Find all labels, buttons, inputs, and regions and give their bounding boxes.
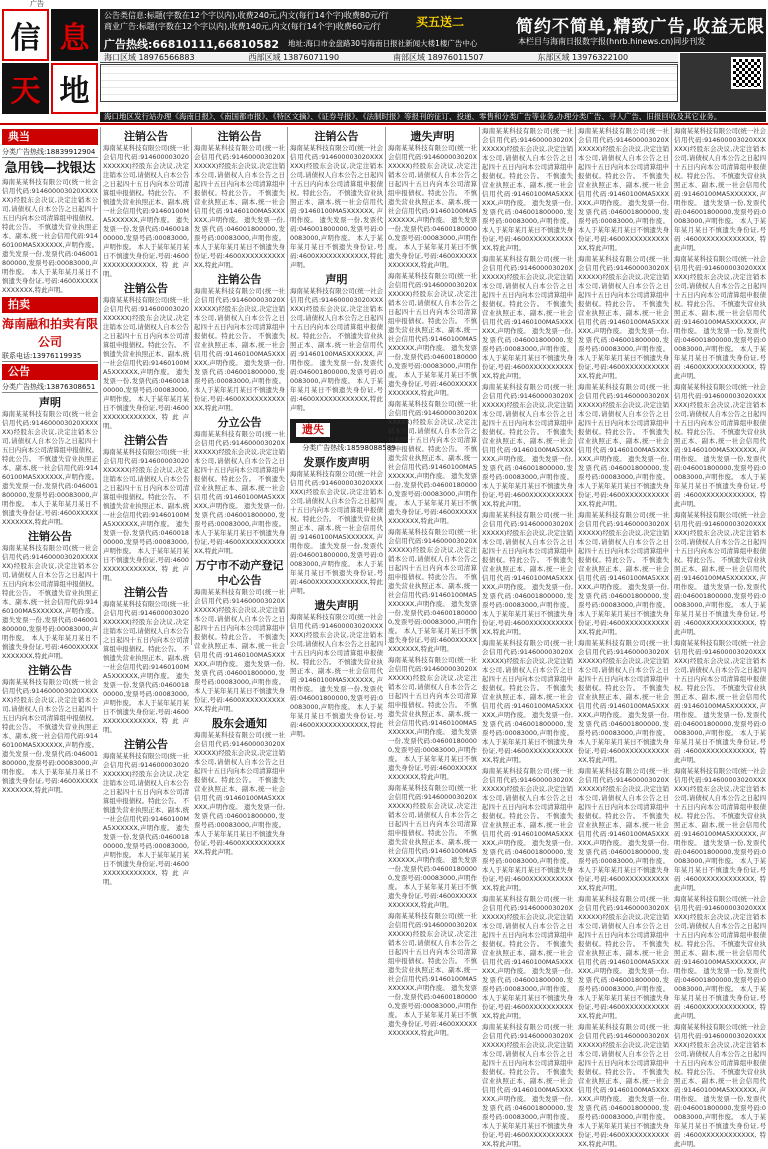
body-paragraph: 海南某某科技有限公司(统一社会信用代码:914600003020XXXXXX)经股东会决议,决定注销本公司,请债权人自本公告之日起四十五日内向本公司清算组申报债权。特此公告。 不慎遗失营业执照正本、副本,统一社会信用代码:91460100MA5XXXXXX,声明作废。 遗失发票一份,发票代码:046001800000,发票号码:00083000,声明作废。 本人于某年某月某日不慎遗失身份证,号码:4600XXXXXXXXXXXX,特此声明。 (578, 127, 669, 252)
notice-body (2, 410, 98, 527)
region-haikou: 海口区域 18976566883 (104, 53, 195, 62)
body-paragraph: 海南某某科技有限公司(统一社会信用代码:914600003020XXXXXX)经股东会决议,决定注销本公司,请债权人自本公告之日起四十五日内向本公司清算组申报债权。特此公告。 不慎遗失营业执照正本、副本,统一社会信用代码:91460100MA5XXXXXX,声明作废。 遗失发票一份,发票代码:046001800000,发票号码:00083000,声明作废。 本人于某年某月某日不慎遗失身份证,号码:4600XXXXXXXXXXXX,特此声明。 (482, 255, 573, 380)
ad-address: 地址:海口市金盘路30号海南日报社新闻大楼1楼广告中心 (288, 39, 478, 48)
notice-body (103, 296, 189, 431)
masthead (2, 9, 98, 114)
region-contacts (100, 53, 678, 63)
slogan: 简约不简单,精致广告,收益无限 (516, 17, 765, 37)
body-paragraph: 海南某某科技有限公司(统一社会信用代码:914600003020XXXXXX)经股东会决议,决定注销本公司,请债权人自本公告之日起四十五日内向本公司清算组申报债权。特此公告。 不慎遗失营业执照正本、副本,统一社会信用代码:91460100MA5XXXXXX,声明作废。 遗失发票一份,发票代码:046001800000,发票号码:00083000,声明作废。 本人于某年某月某日不慎遗失身份证,号码:4600XXXXXXXXXXXX,特此声明。 (388, 528, 477, 653)
section-phone: 分类广告热线:13876308651 (2, 382, 98, 393)
body-paragraph: 海南某某科技有限公司(统一社会信用代码:914600003020XXXXXX)经股东会决议,决定注销本公司,请债权人自本公告之日起四十五日内向本公司清算组申报债权。特此公告。 不慎遗失营业执照正本、副本,统一社会信用代码:91460100MA5XXXXXX,声明作废。 遗失发票一份,发票代码:046001800000,发票号码:00083000,声明作废。 本人于某年某月某日不慎遗失身份证,号码:4600XXXXXXXXXXXX,特此声明。 (388, 272, 477, 397)
notice-body (290, 287, 383, 413)
auction-company: 海南融和拍卖有限公司 (2, 317, 99, 349)
notice-title: 声明 (325, 273, 348, 286)
pricing-bar (100, 9, 766, 52)
body-paragraph: 海南某某科技有限公司(统一社会信用代码:914600003020XXXXXX)经股东会决议,决定注销本公司,请债权人自本公告之日起四十五日内向本公司清算组申报债权。特此公告。 不慎遗失营业执照正本、副本,统一社会信用代码:91460100MA5XXXXXX,声明作废。 遗失发票一份,发票代码:046001800000,发票号码:00083000,声明作废。 本人于某年某月某日不慎遗失身份证,号码:4600XXXXXXXXXXXX,特此声明。 (578, 895, 669, 1020)
body-paragraph: 海南某某科技有限公司(统一社会信用代码:914600003020XXXXXX)经股东会决议,决定注销本公司,请债权人自本公告之日起四十五日内向本公司清算组申报债权。特此公告。 不慎遗失营业执照正本、副本,统一社会信用代码:91460100MA5XXXXXX,声明作废。 遗失发票一份,发票代码:046001800000,发票号码:00083000,声明作废。 本人于某年某月某日不慎遗失身份证,号码:4600XXXXXXXXXXXX,特此声明。 (388, 912, 477, 1037)
notice-body (388, 144, 477, 1038)
notice-body (194, 430, 285, 556)
body-paragraph: 海南某某科技有限公司(统一社会信用代码:914600003020XXXXXX)经股东会决议,决定注销本公司,请债权人自本公告之日起四十五日内向本公司清算组申报债权。特此公告。 不慎遗失营业执照正本、副本,统一社会信用代码:91460100MA5XXXXXX,声明作废。 遗失发票一份,发票代码:046001800000,发票号码:00083000,声明作废。 本人于某年某月某日不慎遗失身份证,号码:4600XXXXXXXXXXXX,特此声明。 (388, 784, 477, 909)
body-paragraph: 海南某某科技有限公司(统一社会信用代码:914600003020XXXXXX)经股东会决议,决定注销本公司,请债权人自本公告之日起四十五日内向本公司清算组申报债权。特此公告。 不慎遗失营业执照正本、副本,统一社会信用代码:91460100MA5XXXXXX,声明作废。 遗失发票一份,发票代码:046001800000,发票号码:00083000,声明作废。 本人于某年某月某日不慎遗失身份证,号码:4600XXXXXXXXXXXX,特此声明。 (388, 656, 477, 781)
body-paragraph: 海南某某科技有限公司(统一社会信用代码:914600003020XXXXXX)经股东会决议,决定注销本公司,请债权人自本公告之日起四十五日内向本公司清算组申报债权。特此公告。 不慎遗失营业执照正本、副本,统一社会信用代码:91460100MA5XXXXXX,声明作废。 遗失发票一份,发票代码:046001800000,发票号码:00083000,声明作废。 本人于某年某月某日不慎遗失身份证,号码:4600XXXXXXXXXXXX,特此声明。 (2, 678, 98, 794)
notice-title: 股东会通知 (212, 717, 267, 730)
notice-title: 注销公告 (314, 130, 359, 143)
qr-panel (680, 53, 766, 111)
section-phone: 联系电话:13976119935 (2, 351, 98, 362)
body-paragraph: 海南某某科技有限公司(统一社会信用代码:914600003020XXXXXX)经股东会决议,决定注销本公司,请债权人自本公告之日起四十五日内向本公司清算组申报债权。特此公告。 不慎遗失营业执照正本、副本,统一社会信用代码:91460100MA5XXXXXX,声明作废。 遗失发票一份,发票代码:046001800000,发票号码:00083000,声明作废。 本人于某年某月某日不慎遗失身份证,号码:4600XXXXXXXXXXXX,特此声明。 (674, 639, 766, 764)
notice-title: 注销公告 (124, 586, 168, 599)
body-paragraph: 海南某某科技有限公司(统一社会信用代码:914600003020XXXXXX)经股东会决议,决定注销本公司,请债权人自本公告之日起四十五日内向本公司清算组申报债权。特此公告。 不慎遗失营业执照正本、副本,统一社会信用代码:91460100MA5XXXXXX,声明作废。 遗失发票一份,发票代码:046001800000,发票号码:00083000,声明作废。 本人于某年某月某日不慎遗失身份证,号码:4600XXXXXXXXXXXX,特此声明。 (482, 127, 573, 252)
notice-title: 万宁市不动产登记中心公告 (195, 559, 284, 587)
section-label: 广告 (30, 0, 44, 8)
qr-code-icon (731, 57, 763, 89)
body-paragraph: 海南某某科技有限公司(统一社会信用代码:914600003020XXXXXX)经股东会决议,决定注销本公司,请债权人自本公告之日起四十五日内向本公司清算组申报债权。特此公告。 不慎遗失营业执照正本、副本,统一社会信用代码:91460100MA5XXXXXX,声明作废。 遗失发票一份,发票代码:046001800000,发票号码:00083000,声明作废。 本人于某年某月某日不慎遗失身份证,号码:4600XXXXXXXXXXXX,特此声明。 (103, 296, 189, 430)
section-head-pawn: 典当 (2, 129, 98, 145)
body-paragraph: 海南某某科技有限公司(统一社会信用代码:914600003020XXXXXX)经股东会决议,决定注销本公司,请债权人自本公告之日起四十五日内向本公司清算组申报债权。特此公告。 不慎遗失营业执照正本、副本,统一社会信用代码:91460100MA5XXXXXX,声明作废。 遗失发票一份,发票代码:046001800000,发票号码:00083000,声明作废。 本人于某年某月某日不慎遗失身份证,号码:4600XXXXXXXXXXXX,特此声明。 (482, 511, 573, 636)
notice-title: 注销公告 (28, 530, 72, 543)
body-paragraph: 海南某某科技有限公司(统一社会信用代码:914600003020XXXXXX)经股东会决议,决定注销本公司,请债权人自本公告之日起四十五日内向本公司清算组申报债权。特此公告。 不慎遗失营业执照正本、副本,统一社会信用代码:91460100MA5XXXXXX,声明作废。 遗失发票一份,发票代码:046001800000,发票号码:00083000,声明作废。 本人于某年某月某日不慎遗失身份证,号码:4600XXXXXXXXXXXX,特此声明。 (194, 287, 285, 412)
body-paragraph: 海南某某科技有限公司(统一社会信用代码:914600003020XXXXXX)经股东会决议,决定注销本公司,请债权人自本公告之日起四十五日内向本公司清算组申报债权。特此公告。 不慎遗失营业执照正本、副本,统一社会信用代码:91460100MA5XXXXXX,声明作废。 遗失发票一份,发票代码:046001800000,发票号码:00083000,声明作废。 本人于某年某月某日不慎遗失身份证,号码:4600XXXXXXXXXXXX,特此声明。 (482, 767, 573, 892)
column-3 (192, 127, 288, 856)
body-paragraph: 海南某某科技有限公司(统一社会信用代码:914600003020XXXXXX)经股东会决议,决定注销本公司,请债权人自本公告之日起四十五日内向本公司清算组申报债权。特此公告。 不慎遗失营业执照正本、副本,统一社会信用代码:91460100MA5XXXXXX,声明作废。 遗失发票一份,发票代码:046001800000,发票号码:00083000,声明作废。 本人于某年某月某日不慎遗失身份证,号码:4600XXXXXXXXXXXX,特此声明。 (290, 470, 383, 595)
notice-title: 分立公告 (217, 416, 262, 429)
body-paragraph: 海南某某科技有限公司(统一社会信用代码:914600003020XXXXXX)经股东会决议,决定注销本公司,请债权人自本公告之日起四十五日内向本公司清算组申报债权。特此公告。 不慎遗失营业执照正本、副本,统一社会信用代码:91460100MA5XXXXXX,声明作废。 遗失发票一份,发票代码:046001800000,发票号码:00083000,声明作废。 本人于某年某月某日不慎遗失身份证,号码:4600XXXXXXXXXXXX,特此声明。 (388, 400, 477, 525)
column-5 (386, 127, 480, 1037)
notice-title: 注销公告 (124, 282, 168, 295)
body-paragraph: 海南某某科技有限公司(统一社会信用代码:914600003020XXXXXX)经股东会决议,决定注销本公司,请债权人自本公告之日起四十五日内向本公司清算组申报债权。特此公告。 不慎遗失营业执照正本、副本,统一社会信用代码:91460100MA5XXXXXX,声明作废。 遗失发票一份,发票代码:046001800000,发票号码:00083000,声明作废。 本人于某年某月某日不慎遗失身份证,号码:4600XXXXXXXXXXXX,特此声明。 (388, 144, 477, 269)
notice-body (103, 600, 189, 735)
classified-columns (0, 127, 768, 1148)
body-paragraph: 海南某某科技有限公司(统一社会信用代码:914600003020XXXXXX)经股东会决议,决定注销本公司,请债权人自本公告之日起四十五日内向本公司清算组申报债权。特此公告。 不慎遗失营业执照正本、副本,统一社会信用代码:91460100MA5XXXXXX,声明作废。 遗失发票一份,发票代码:046001800000,发票号码:00083000,声明作废。 本人于某年某月某日不慎遗失身份证,号码:4600XXXXXXXXXXXX,特此声明。 (290, 287, 383, 412)
notice-title: 注销公告 (217, 273, 262, 286)
column-4 (288, 127, 396, 738)
notice-title: 遗失声明 (314, 599, 359, 612)
station-directory (100, 64, 678, 102)
notice-body (103, 448, 189, 583)
body-paragraph: 海南某某科技有限公司(统一社会信用代码:914600003020XXXXXX)经股东会决议,决定注销本公司,请债权人自本公告之日起四十五日内向本公司清算组申报债权。特此公告。 不慎遗失营业执照正本、副本,统一社会信用代码:91460100MA5XXXXXX,声明作废。 遗失发票一份,发票代码:046001800000,发票号码:00083000,声明作废。 本人于某年某月某日不慎遗失身份证,号码:4600XXXXXXXXXXXX,特此声明。 (103, 144, 189, 278)
body-paragraph: 海南某某科技有限公司(统一社会信用代码:914600003020XXXXXX)经股东会决议,决定注销本公司,请债权人自本公告之日起四十五日内向本公司清算组申报债权。特此公告。 不慎遗失营业执照正本、副本,统一社会信用代码:91460100MA5XXXXXX,声明作废。 遗失发票一份,发票代码:046001800000,发票号码:00083000,声明作废。 本人于某年某月某日不慎遗失身份证,号码:4600XXXXXXXXXXXX,特此声明。 (674, 895, 766, 1020)
section-phone: 分类广告热线:18839912904 (2, 147, 98, 158)
body-paragraph: 海南某某科技有限公司(统一社会信用代码:914600003020XXXXXX)经股东会决议,决定注销本公司,请债权人自本公告之日起四十五日内向本公司清算组申报债权。特此公告。 不慎遗失营业执照正本、副本,统一社会信用代码:91460100MA5XXXXXX,声明作废。 遗失发票一份,发票代码:046001800000,发票号码:00083000,声明作废。 本人于某年某月某日不慎遗失身份证,号码:4600XXXXXXXXXXXX,特此声明。 (482, 639, 573, 764)
notice-body (103, 752, 189, 887)
body-paragraph: 海南某某科技有限公司(统一社会信用代码:914600003020XXXXXX)经股东会决议,决定注销本公司,请债权人自本公告之日起四十五日内向本公司清算组申报债权。特此公告。 不慎遗失营业执照正本、副本,统一社会信用代码:91460100MA5XXXXXX,声明作废。 遗失发票一份,发票代码:046001800000,发票号码:00083000,声明作废。 本人于某年某月某日不慎遗失身份证,号码:4600XXXXXXXXXXXX,特此声明。 (103, 600, 189, 734)
body-paragraph: 海南某某科技有限公司(统一社会信用代码:914600003020XXXXXX)经股东会决议,决定注销本公司,请债权人自本公告之日起四十五日内向本公司清算组申报债权。特此公告。 不慎遗失营业执照正本、副本,统一社会信用代码:91460100MA5XXXXXX,声明作废。 遗失发票一份,发票代码:046001800000,发票号码:00083000,声明作废。 本人于某年某月某日不慎遗失身份证,号码:4600XXXXXXXXXXXX,特此声明。 (578, 383, 669, 508)
notice-body (2, 178, 98, 295)
notice-title: 发票作废声明 (303, 456, 370, 469)
body-paragraph: 海南某某科技有限公司(统一社会信用代码:914600003020XXXXXX)经股东会决议,决定注销本公司,请债权人自本公告之日起四十五日内向本公司清算组申报债权。特此公告。 不慎遗失营业执照正本、副本,统一社会信用代码:91460100MA5XXXXXX,声明作废。 遗失发票一份,发票代码:046001800000,发票号码:00083000,声明作废。 本人于某年某月某日不慎遗失身份证,号码:4600XXXXXXXXXXXX,特此声明。 (2, 410, 98, 526)
body-paragraph: 海南某某科技有限公司(统一社会信用代码:914600003020XXXXXX)经股东会决议,决定注销本公司,请债权人自本公告之日起四十五日内向本公司清算组申报债权。特此公告。 不慎遗失营业执照正本、副本,统一社会信用代码:91460100MA5XXXXXX,声明作废。 遗失发票一份,发票代码:046001800000,发票号码:00083000,声明作废。 本人于某年某月某日不慎遗失身份证,号码:4600XXXXXXXXXXXX,特此声明。 (674, 255, 766, 380)
notice-body (578, 127, 669, 1149)
body-paragraph: 海南某某科技有限公司(统一社会信用代码:914600003020XXXXXX)经股东会决议,决定注销本公司,请债权人自本公告之日起四十五日内向本公司清算组申报债权。特此公告。 不慎遗失营业执照正本、副本,统一社会信用代码:91460100MA5XXXXXX,声明作废。 遗失发票一份,发票代码:046001800000,发票号码:00083000,声明作废。 本人于某年某月某日不慎遗失身份证,号码:4600XXXXXXXXXXXX,特此声明。 (482, 895, 573, 1020)
urgent-phone: 分类广告热线:18598088589 (302, 444, 396, 452)
notice-body (290, 470, 383, 596)
region-east: 东部区域 13976322100 (537, 53, 629, 62)
column-6 (480, 127, 576, 1148)
loan-title: 急用钱—找银达 (4, 161, 96, 176)
promo-text: 买五送二 (416, 15, 465, 29)
notice-body (482, 127, 573, 1149)
distribution-banner: 海口地区发行站办理《海南日报》、《南国都市报》、《特区文摘》、《证券导报》、《法制时报》等报刊的征订、投递、零售和分类广告等业务,办理分类广告、寻人广告、旧报回收及其它业务。 (100, 112, 766, 122)
pricing-line-commercial: 商业广告:标题(字数在12个字以内),收费140元,内文(每行14个字)收费60元/行 (104, 22, 381, 31)
notice-title: 注销公告 (217, 130, 262, 143)
body-paragraph: 海南某某科技有限公司(统一社会信用代码:914600003020XXXXXX)经股东会决议,决定注销本公司,请债权人自本公告之日起四十五日内向本公司清算组申报债权。特此公告。 不慎遗失营业执照正本、副本,统一社会信用代码:91460100MA5XXXXXX,声明作废。 遗失发票一份,发票代码:046001800000,发票号码:00083000,声明作废。 本人于某年某月某日不慎遗失身份证,号码:4600XXXXXXXXXXXX,特此声明。 (578, 767, 669, 892)
body-paragraph: 海南某某科技有限公司(统一社会信用代码:914600003020XXXXXX)经股东会决议,决定注销本公司,请债权人自本公告之日起四十五日内向本公司清算组申报债权。特此公告。 不慎遗失营业执照正本、副本,统一社会信用代码:91460100MA5XXXXXX,声明作废。 遗失发票一份,发票代码:046001800000,发票号码:00083000,声明作废。 本人于某年某月某日不慎遗失身份证,号码:4600XXXXXXXXXXXX,特此声明。 (290, 144, 383, 269)
notice-body (290, 144, 383, 270)
ad-hotline: 广告热线:66810111,66810582 (104, 38, 280, 51)
notice-body (194, 144, 285, 270)
body-paragraph: 海南某某科技有限公司(统一社会信用代码:914600003020XXXXXX)经股东会决议,决定注销本公司,请债权人自本公告之日起四十五日内向本公司清算组申报债权。特此公告。 不慎遗失营业执照正本、副本,统一社会信用代码:91460100MA5XXXXXX,声明作废。 遗失发票一份,发票代码:046001800000,发票号码:00083000,声明作废。 本人于某年某月某日不慎遗失身份证,号码:4600XXXXXXXXXXXX,特此声明。 (578, 511, 669, 636)
body-paragraph: 海南某某科技有限公司(统一社会信用代码:914600003020XXXXXX)经股东会决议,决定注销本公司,请债权人自本公告之日起四十五日内向本公司清算组申报债权。特此公告。 不慎遗失营业执照正本、副本,统一社会信用代码:91460100MA5XXXXXX,声明作废。 遗失发票一份,发票代码:046001800000,发票号码:00083000,声明作废。 本人于某年某月某日不慎遗失身份证,号码:4600XXXXXXXXXXXX,特此声明。 (290, 613, 383, 738)
urgent-block (290, 415, 396, 453)
body-paragraph: 海南某某科技有限公司(统一社会信用代码:914600003020XXXXXX)经股东会决议,决定注销本公司,请债权人自本公告之日起四十五日内向本公司清算组申报债权。特此公告。 不慎遗失营业执照正本、副本,统一社会信用代码:91460100MA5XXXXXX,声明作废。 遗失发票一份,发票代码:046001800000,发票号码:00083000,声明作废。 本人于某年某月某日不慎遗失身份证,号码:4600XXXXXXXXXXXX,特此声明。 (674, 383, 766, 508)
section-head-notice: 公告 (2, 364, 98, 380)
section-head-auction: 拍卖 (2, 297, 98, 313)
body-paragraph: 海南某某科技有限公司(统一社会信用代码:914600003020XXXXXX)经股东会决议,决定注销本公司,请债权人自本公告之日起四十五日内向本公司清算组申报债权。特此公告。 不慎遗失营业执照正本、副本,统一社会信用代码:91460100MA5XXXXXX,声明作废。 遗失发票一份,发票代码:046001800000,发票号码:00083000,声明作废。 本人于某年某月某日不慎遗失身份证,号码:4600XXXXXXXXXXXX,特此声明。 (194, 144, 285, 269)
notice-body (194, 287, 285, 413)
notice-body (194, 588, 285, 714)
notice-body (674, 127, 766, 1149)
body-paragraph: 海南某某科技有限公司(统一社会信用代码:914600003020XXXXXX)经股东会决议,决定注销本公司,请债权人自本公告之日起四十五日内向本公司清算组申报债权。特此公告。 不慎遗失营业执照正本、副本,统一社会信用代码:91460100MA5XXXXXX,声明作废。 遗失发票一份,发票代码:046001800000,发票号码:00083000,声明作废。 本人于某年某月某日不慎遗失身份证,号码:4600XXXXXXXXXXXX,特此声明。 (674, 1023, 766, 1148)
body-paragraph: 海南某某科技有限公司(统一社会信用代码:914600003020XXXXXX)经股东会决议,决定注销本公司,请债权人自本公告之日起四十五日内向本公司清算组申报债权。特此公告。 不慎遗失营业执照正本、副本,统一社会信用代码:91460100MA5XXXXXX,声明作废。 遗失发票一份,发票代码:046001800000,发票号码:00083000,声明作废。 本人于某年某月某日不慎遗失身份证,号码:4600XXXXXXXXXXXX,特此声明。 (578, 639, 669, 764)
column-8 (672, 127, 768, 1148)
notice-body (2, 678, 98, 795)
body-paragraph: 海南某某科技有限公司(统一社会信用代码:914600003020XXXXXX)经股东会决议,决定注销本公司,请债权人自本公告之日起四十五日内向本公司清算组申报债权。特此公告。 不慎遗失营业执照正本、副本,统一社会信用代码:91460100MA5XXXXXX,声明作废。 遗失发票一份,发票代码:046001800000,发票号码:00083000,声明作废。 本人于某年某月某日不慎遗失身份证,号码:4600XXXXXXXXXXXX,特此声明。 (103, 752, 189, 886)
body-paragraph: 海南某某科技有限公司(统一社会信用代码:914600003020XXXXXX)经股东会决议,决定注销本公司,请债权人自本公告之日起四十五日内向本公司清算组申报债权。特此公告。 不慎遗失营业执照正本、副本,统一社会信用代码:91460100MA5XXXXXX,声明作废。 遗失发票一份,发票代码:046001800000,发票号码:00083000,声明作废。 本人于某年某月某日不慎遗失身份证,号码:4600XXXXXXXXXXXX,特此声明。 (194, 588, 285, 713)
body-paragraph: 海南某某科技有限公司(统一社会信用代码:914600003020XXXXXX)经股东会决议,决定注销本公司,请债权人自本公告之日起四十五日内向本公司清算组申报债权。特此公告。 不慎遗失营业执照正本、副本,统一社会信用代码:91460100MA5XXXXXX,声明作废。 遗失发票一份,发票代码:046001800000,发票号码:00083000,声明作废。 本人于某年某月某日不慎遗失身份证,号码:4600XXXXXXXXXXXX,特此声明。 (674, 511, 766, 636)
sync-note: 本栏目与海南日报数字报(hnrb.hinews.cn)同步刊发 (518, 37, 706, 46)
body-paragraph: 海南某某科技有限公司(统一社会信用代码:914600003020XXXXXX)经股东会决议,决定注销本公司,请债权人自本公告之日起四十五日内向本公司清算组申报债权。特此公告。 不慎遗失营业执照正本、副本,统一社会信用代码:91460100MA5XXXXXX,声明作废。 遗失发票一份,发票代码:046001800000,发票号码:00083000,声明作废。 本人于某年某月某日不慎遗失身份证,号码:4600XXXXXXXXXXXX,特此声明。 (674, 127, 766, 252)
body-paragraph: 海南某某科技有限公司(统一社会信用代码:914600003020XXXXXX)经股东会决议,决定注销本公司,请债权人自本公告之日起四十五日内向本公司清算组申报债权。特此公告。 不慎遗失营业执照正本、副本,统一社会信用代码:91460100MA5XXXXXX,声明作废。 遗失发票一份,发票代码:046001800000,发票号码:00083000,声明作废。 本人于某年某月某日不慎遗失身份证,号码:4600XXXXXXXXXXXX,特此声明。 (578, 255, 669, 380)
notice-body (194, 731, 285, 857)
column-2 (101, 127, 192, 886)
body-paragraph: 海南某某科技有限公司(统一社会信用代码:914600003020XXXXXX)经股东会决议,决定注销本公司,请债权人自本公告之日起四十五日内向本公司清算组申报债权。特此公告。 不慎遗失营业执照正本、副本,统一社会信用代码:91460100MA5XXXXXX,声明作废。 遗失发票一份,发票代码:046001800000,发票号码:00083000,声明作废。 本人于某年某月某日不慎遗失身份证,号码:4600XXXXXXXXXXXX,特此声明。 (194, 731, 285, 856)
body-paragraph: 海南某某科技有限公司(统一社会信用代码:914600003020XXXXXX)经股东会决议,决定注销本公司,请债权人自本公告之日起四十五日内向本公司清算组申报债权。特此公告。 不慎遗失营业执照正本、副本,统一社会信用代码:91460100MA5XXXXXX,声明作废。 遗失发票一份,发票代码:046001800000,发票号码:00083000,声明作废。 本人于某年某月某日不慎遗失身份证,号码:4600XXXXXXXXXXXX,特此声明。 (674, 767, 766, 892)
region-west: 西部区域 13876071190 (248, 53, 340, 62)
masthead-char-3: 天 (2, 63, 49, 115)
body-paragraph: 海南某某科技有限公司(统一社会信用代码:914600003020XXXXXX)经股东会决议,决定注销本公司,请债权人自本公告之日起四十五日内向本公司清算组申报债权。特此公告。 不慎遗失营业执照正本、副本,统一社会信用代码:91460100MA5XXXXXX,声明作废。 遗失发票一份,发票代码:046001800000,发票号码:00083000,声明作废。 本人于某年某月某日不慎遗失身份证,号码:4600XXXXXXXXXXXX,特此声明。 (103, 448, 189, 582)
body-paragraph: 海南某某科技有限公司(统一社会信用代码:914600003020XXXXXX)经股东会决议,决定注销本公司,请债权人自本公告之日起四十五日内向本公司清算组申报债权。特此公告。 不慎遗失营业执照正本、副本,统一社会信用代码:91460100MA5XXXXXX,声明作废。 遗失发票一份,发票代码:046001800000,发票号码:00083000,声明作废。 本人于某年某月某日不慎遗失身份证,号码:4600XXXXXXXXXXXX,特此声明。 (482, 383, 573, 508)
notice-title: 声明 (39, 396, 61, 409)
notice-title: 注销公告 (124, 130, 168, 143)
notice-title: 注销公告 (124, 434, 168, 447)
masthead-char-1: 信 (2, 9, 49, 61)
region-south: 南部区域 18976011507 (393, 53, 484, 62)
body-paragraph: 海南某某科技有限公司(统一社会信用代码:914600003020XXXXXX)经股东会决议,决定注销本公司,请债权人自本公告之日起四十五日内向本公司清算组申报债权。特此公告。 不慎遗失营业执照正本、副本,统一社会信用代码:91460100MA5XXXXXX,声明作废。 遗失发票一份,发票代码:046001800000,发票号码:00083000,声明作废。 本人于某年某月某日不慎遗失身份证,号码:4600XXXXXXXXXXXX,特此声明。 (2, 544, 98, 660)
body-paragraph: 海南某某科技有限公司(统一社会信用代码:914600003020XXXXXX)经股东会决议,决定注销本公司,请债权人自本公告之日起四十五日内向本公司清算组申报债权。特此公告。 不慎遗失营业执照正本、副本,统一社会信用代码:91460100MA5XXXXXX,声明作废。 遗失发票一份,发票代码:046001800000,发票号码:00083000,声明作废。 本人于某年某月某日不慎遗失身份证,号码:4600XXXXXXXXXXXX,特此声明。 (578, 1023, 669, 1148)
body-paragraph: 海南某某科技有限公司(统一社会信用代码:914600003020XXXXXX)经股东会决议,决定注销本公司,请债权人自本公告之日起四十五日内向本公司清算组申报债权。特此公告。 不慎遗失营业执照正本、副本,统一社会信用代码:91460100MA5XXXXXX,声明作废。 遗失发票一份,发票代码:046001800000,发票号码:00083000,声明作废。 本人于某年某月某日不慎遗失身份证,号码:4600XXXXXXXXXXXX,特此声明。 (482, 1023, 573, 1148)
notice-body (103, 144, 189, 279)
masthead-char-4: 地 (51, 63, 98, 115)
notice-title: 注销公告 (124, 738, 168, 751)
masthead-char-2: 息 (51, 9, 98, 61)
body-paragraph: 海南某某科技有限公司(统一社会信用代码:914600003020XXXXXX)经股东会决议,决定注销本公司,请债权人自本公告之日起四十五日内向本公司清算组申报债权。特此公告。 不慎遗失营业执照正本、副本,统一社会信用代码:91460100MA5XXXXXX,声明作废。 遗失发票一份,发票代码:046001800000,发票号码:00083000,声明作废。 本人于某年某月某日不慎遗失身份证,号码:4600XXXXXXXXXXXX,特此声明。 (2, 178, 98, 294)
notice-body (290, 613, 383, 739)
notice-body (2, 544, 98, 661)
column-7 (576, 127, 672, 1148)
notice-title: 注销公告 (28, 664, 72, 677)
body-paragraph: 海南某某科技有限公司(统一社会信用代码:914600003020XXXXXX)经股东会决议,决定注销本公司,请债权人自本公告之日起四十五日内向本公司清算组申报债权。特此公告。 不慎遗失营业执照正本、副本,统一社会信用代码:91460100MA5XXXXXX,声明作废。 遗失发票一份,发票代码:046001800000,发票号码:00083000,声明作废。 本人于某年某月某日不慎遗失身份证,号码:4600XXXXXXXXXXXX,特此声明。 (194, 430, 285, 555)
urgent-tag: 遗失 (296, 423, 330, 437)
notice-title: 遗失声明 (410, 130, 455, 143)
divider (0, 123, 768, 125)
pricing-line-notice: 公告类信息:标题(字数在12个字以内),收费240元,内文(每行14个字)收费80元/行 (104, 11, 389, 20)
column-1 (0, 127, 101, 794)
